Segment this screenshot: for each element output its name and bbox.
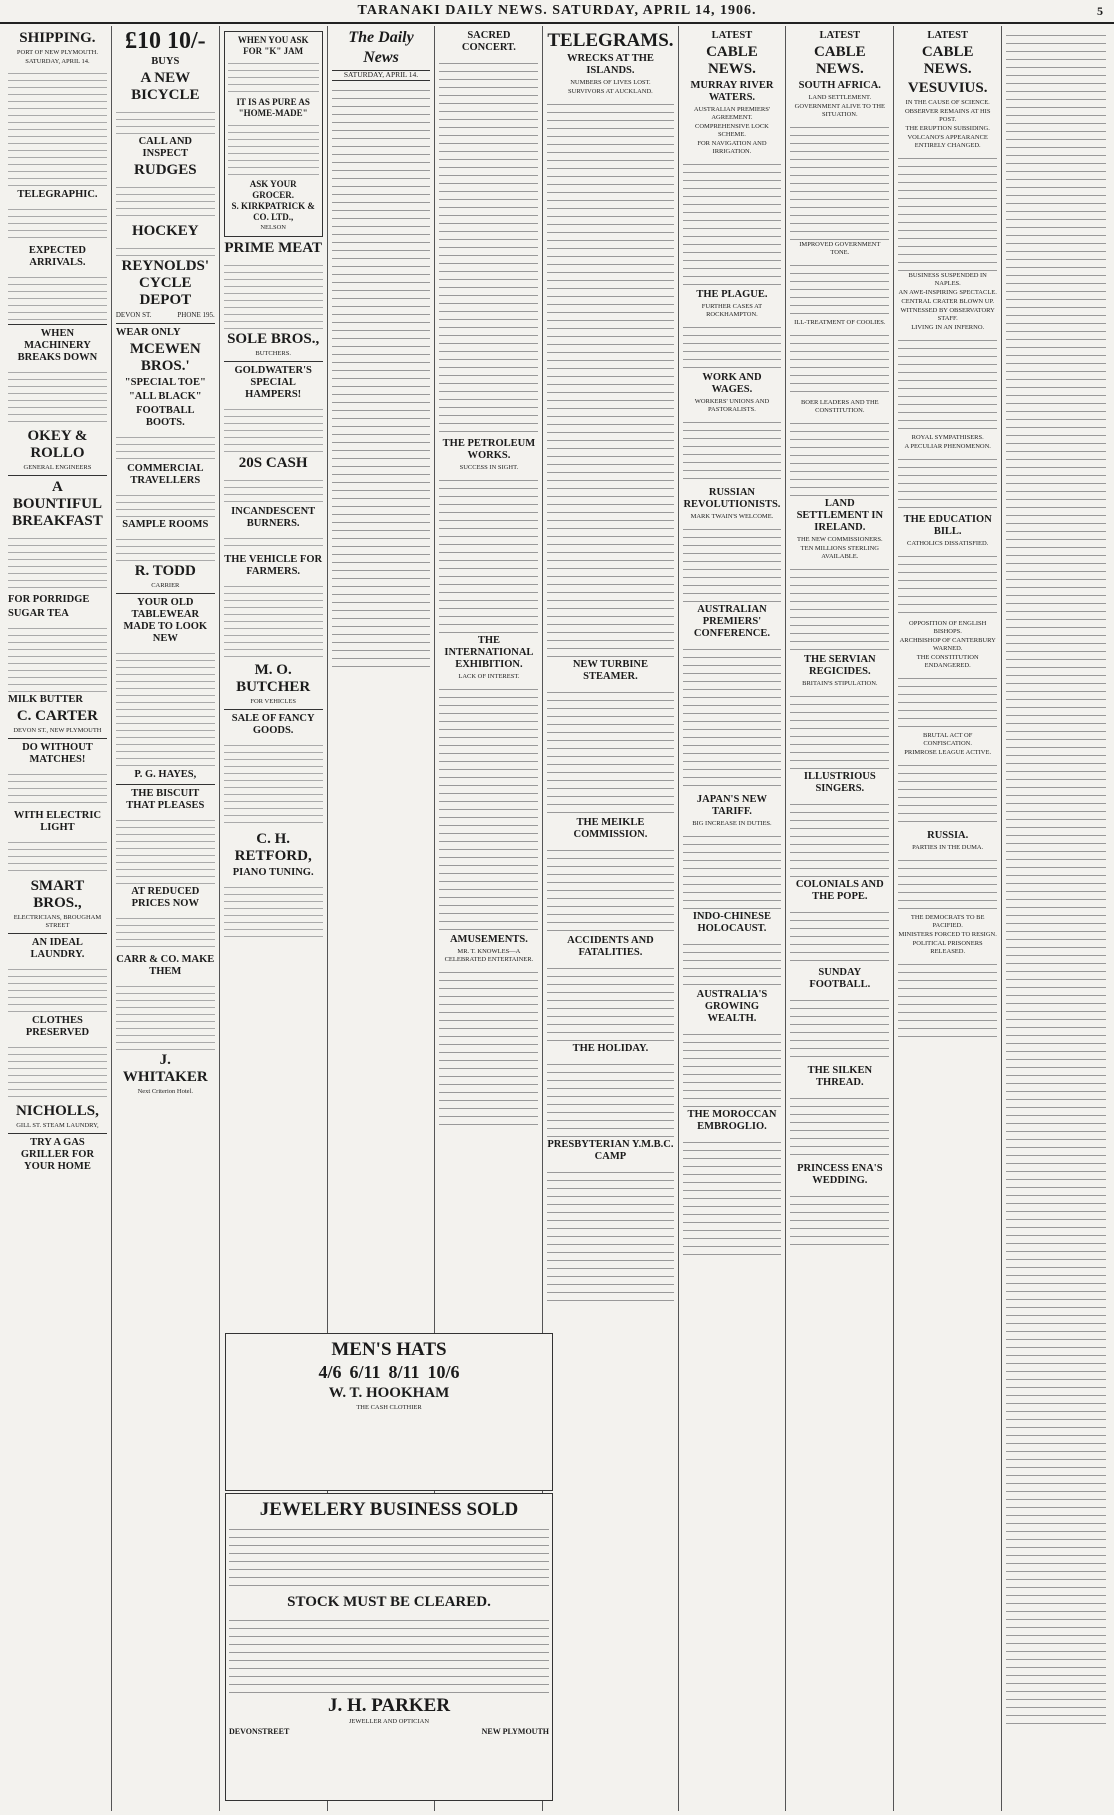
- petroleum-text: [439, 473, 538, 633]
- k-jam-text-2: [228, 119, 319, 179]
- amusements-text: [439, 965, 538, 1125]
- telegrams-heading: TELEGRAMS.: [547, 30, 674, 51]
- improved-text: [790, 258, 889, 318]
- vehicle-text: [224, 580, 323, 660]
- lock-scheme: COMPREHENSIVE LOCK SCHEME.: [695, 123, 769, 138]
- unions: WORKERS' UNIONS AND PASTORALISTS.: [694, 398, 770, 413]
- naples: BUSINESS SUSPENDED IN NAPLES.: [908, 272, 987, 287]
- improved-tone: IMPROVED GOVERNMENT TONE.: [799, 241, 881, 256]
- latest-label-3: LATEST: [927, 30, 969, 41]
- primrose-text: [898, 758, 997, 828]
- reduced-text: [116, 912, 215, 952]
- jewelery-title: JEWELERY BUSINESS SOLD: [259, 1499, 519, 1520]
- ena-wedding: PRINCESS ENA'S WEDDING.: [797, 1163, 883, 1186]
- knowles: MR. T. KNOWLES—A CELEBRATED ENTERTAINER.: [444, 948, 534, 963]
- clothes-text: [8, 1041, 107, 1101]
- petroleum-sub: SUCCESS IN SIGHT.: [459, 464, 519, 471]
- royal: ROYAL SYMPATHISERS.: [911, 434, 984, 441]
- clothes-heading: CLOTHES PRESERVED: [25, 1015, 90, 1038]
- hat-price-3: 8/11: [388, 1362, 420, 1382]
- hookham: W. T. HOOKHAM: [328, 1385, 450, 1401]
- parker-devon: DEVONSTREET: [229, 1727, 290, 1736]
- colonials-pope: COLONIALS AND THE POPE.: [795, 879, 884, 902]
- biscuit: THE BISCUIT THAT PLEASES: [126, 787, 205, 811]
- boer-leaders: BOER LEADERS AND THE CONSTITUTION.: [800, 399, 879, 414]
- page-number: 5: [1097, 3, 1104, 18]
- cash-clothier: THE CASH CLOTHIER: [356, 1404, 422, 1411]
- servian: THE SERVIAN REGICIDES.: [803, 654, 876, 677]
- port-heading: PORT OF NEW PLYMOUTH.: [16, 49, 98, 56]
- fancy-text: [224, 739, 323, 829]
- holiday: THE HOLIDAY.: [572, 1043, 649, 1054]
- machinery-heading: WHEN MACHINERY BREAKS DOWN: [17, 328, 98, 363]
- reynolds-footer: [116, 311, 215, 320]
- jewelery-text: [229, 1522, 549, 1592]
- ten-millions: TEN MILLIONS STERLING AVAILABLE.: [800, 545, 879, 560]
- hockey: HOCKEY: [131, 223, 199, 239]
- football-boots: FOOTBALL BOOTS.: [136, 404, 195, 428]
- prime-meat-text: [224, 259, 323, 329]
- amusements: AMUSEMENTS.: [449, 934, 528, 945]
- hat-price-1: 4/6: [318, 1362, 342, 1382]
- incandescent-text: [224, 532, 323, 552]
- paper-date: SATURDAY, APRIL 14.: [332, 70, 431, 81]
- editorial-text: [332, 83, 431, 673]
- changed: VOLCANO'S APPEARANCE ENTIRELY CHANGED.: [907, 134, 988, 149]
- smart-sub: ELECTRICIANS, BROUGHAM STREET: [13, 914, 102, 929]
- witnessed: WITNESSED BY OBSERVATORY STAFF.: [900, 307, 995, 322]
- prisoners: POLITICAL PRISONERS RELEASED.: [912, 940, 983, 955]
- sugar-label: SUGAR TEA: [8, 608, 69, 619]
- piano-tuning: PIANO TUNING.: [232, 867, 314, 878]
- meikle-commission: THE MEIKLE COMMISSION.: [573, 817, 648, 840]
- jewelery-ad: [225, 1493, 553, 1801]
- catholics: CATHOLICS DISSATISFIED.: [907, 540, 989, 547]
- russian-revolutionists: RUSSIAN REVOLUTIONISTS.: [683, 487, 781, 510]
- wealth: AUSTRALIA'S GROWING WEALTH.: [696, 989, 768, 1024]
- shipping-heading: SHIPPING.: [19, 30, 96, 46]
- primrose: PRIMROSE LEAGUE ACTIVE.: [904, 749, 992, 756]
- electric-heading: WITH ELECTRIC LIGHT: [13, 810, 102, 833]
- reynolds: REYNOLDS' CYCLE DEPOT: [121, 258, 210, 308]
- wear-only: WEAR ONLY: [115, 326, 181, 338]
- japan-text: [683, 829, 782, 909]
- ill-treatment: ILL-TREATMENT OF COOLIES.: [794, 319, 886, 326]
- ireland-text: [790, 562, 889, 652]
- laundry-text: [8, 963, 107, 1013]
- boots-text: [116, 431, 215, 461]
- commercial-travellers: COMMERCIAL TRAVELLERS: [127, 462, 204, 486]
- exhibition-sub: LACK OF INTEREST.: [458, 673, 520, 680]
- parker-sub: JEWELLER AND OPTICIAN: [348, 1718, 430, 1725]
- reynolds-phone: PHONE 195.: [177, 311, 215, 319]
- democrats: THE DEMOCRATS TO BE PACIFIED.: [910, 914, 985, 929]
- servian-text: [790, 689, 889, 769]
- column-6: [543, 26, 678, 1811]
- arrivals-text: [8, 271, 107, 321]
- murray-text: [683, 157, 782, 287]
- constitution-text: [898, 671, 997, 731]
- turbine-steamer: NEW TURBINE STEAMER.: [572, 659, 649, 682]
- singers: ILLUSTRIOUS SINGERS.: [803, 771, 876, 794]
- column-8: [786, 26, 894, 1811]
- phenomenon-text: [898, 452, 997, 512]
- bicycle-text: [116, 106, 215, 134]
- inferno-text: [898, 333, 997, 433]
- ill-text: [790, 328, 889, 398]
- duties: BIG INCREASE IN DUTIES.: [692, 820, 772, 827]
- south-africa: SOUTH AFRICA.: [798, 80, 881, 91]
- carter: C. CARTER: [16, 708, 98, 724]
- russian-text: [683, 522, 782, 602]
- k-jam-ad: [224, 31, 323, 237]
- subsiding: THE ERUPTION SUBSIDING.: [905, 125, 990, 132]
- mcewen: MCEWEN BROS.': [129, 340, 201, 374]
- ymbc-text: [547, 1165, 673, 1305]
- hats-title: MEN'S HATS: [331, 1339, 447, 1360]
- column-10: [1002, 26, 1110, 1811]
- buys-label: BUYS: [151, 56, 180, 67]
- whitaker-sub: Next Criterion Hotel.: [137, 1087, 193, 1095]
- cash-text: [224, 474, 323, 504]
- m-o-butcher: M. O. BUTCHER: [236, 662, 311, 695]
- parker-footer: [229, 1727, 549, 1736]
- rudges-text: [116, 181, 215, 221]
- tableware-text: [116, 647, 215, 767]
- premiers-agreement: AUSTRALIAN PREMIERS' AGREEMENT.: [693, 106, 770, 121]
- telegraphic-text: [8, 203, 107, 243]
- commissioners: THE NEW COMMISSIONERS.: [796, 536, 883, 543]
- education-text: [898, 549, 997, 619]
- reynolds-devon: DEVON ST.: [115, 311, 152, 319]
- column-2: [112, 26, 220, 1811]
- britain-stipulation: BRITAIN'S STIPULATION.: [802, 680, 878, 687]
- meikle-text: [547, 843, 673, 933]
- education-bill: THE EDUCATION BILL.: [903, 514, 992, 537]
- international-exhibition: THE INTERNATIONAL EXHIBITION.: [444, 635, 534, 670]
- moroccan: THE MOROCCAN EMBROGLIO.: [687, 1109, 777, 1132]
- ideal-laundry: AN IDEAL LAUNDRY.: [30, 937, 85, 960]
- cable-news-2: CABLE NEWS.: [813, 44, 866, 77]
- conference-text: [683, 642, 782, 792]
- ministers: MINISTERS FORCED TO RESIGN.: [898, 931, 997, 938]
- hayes: P. G. HAYES,: [134, 768, 197, 780]
- matches-text: [8, 768, 107, 808]
- carter-address: DEVON ST., NEW PLYMOUTH: [13, 727, 102, 734]
- duma-text: [898, 853, 997, 913]
- rooms-text: [116, 533, 215, 561]
- bicycle-price: £10 10/-: [124, 28, 206, 54]
- fancy-goods: SALE OF FANCY GOODS.: [231, 713, 315, 736]
- petroleum-works: THE PETROLEUM WORKS.: [442, 438, 536, 461]
- todd-sub: CARRIER: [151, 581, 180, 589]
- smart-bros: SMART BROS.,: [30, 878, 85, 911]
- concert-text: [439, 56, 538, 436]
- silken-thread: THE SILKEN THREAD.: [807, 1065, 873, 1088]
- carr: CARR & CO. MAKE THEM: [116, 953, 215, 977]
- vesuvius-text: [898, 151, 997, 271]
- colonials-text: [790, 905, 889, 965]
- nicholls-sub: GILL ST. STEAM LAUNDRY,: [16, 1122, 99, 1129]
- k-jam-heading: WHEN YOU ASK FOR "K" JAM: [237, 35, 309, 56]
- column-7: [679, 26, 787, 1811]
- canterbury: ARCHBISHOP OF CANTERBURY WARNED.: [899, 637, 996, 652]
- column-1: [4, 26, 112, 1811]
- vesuvius: VESUVIUS.: [907, 80, 988, 96]
- breakfast-text: [8, 532, 107, 592]
- gov-alive: GOVERNMENT ALIVE TO THE SITUATION.: [794, 103, 885, 118]
- ymbc-camp: PRESBYTERIAN Y.M.B.C. CAMP: [547, 1139, 674, 1162]
- parker: J. H. PARKER: [327, 1695, 451, 1716]
- hats-prices: [229, 1362, 549, 1383]
- kirkpatrick: S. KIRKPATRICK & CO. LTD.,: [231, 201, 315, 222]
- latest-label-1: LATEST: [711, 30, 753, 41]
- call-inspect: CALL AND INSPECT: [138, 136, 192, 159]
- paper-title: The Daily News: [348, 29, 414, 66]
- wrecks-heading: WRECKS AT THE ISLANDS.: [566, 53, 654, 76]
- telegraphic-heading: TELEGRAPHIC.: [17, 189, 98, 200]
- japan-tariff: JAPAN'S NEW TARIFF.: [696, 794, 767, 817]
- goldwater: GOLDWATER'S SPECIAL HAMPERS!: [234, 365, 312, 400]
- expected-arrivals-heading: EXPECTED ARRIVALS.: [28, 245, 87, 268]
- tableware: YOUR OLD TABLEWEAR MADE TO LOOK NEW: [123, 596, 208, 644]
- singers-text: [790, 797, 889, 877]
- twain: MARK TWAIN'S WELCOME.: [690, 513, 774, 520]
- accidents: ACCIDENTS AND FATALITIES.: [567, 935, 654, 958]
- columns: [4, 26, 1110, 1811]
- sample-rooms: SAMPLE ROOMS: [122, 518, 209, 530]
- okey-rollo-sub: GENERAL ENGINEERS: [23, 464, 92, 471]
- turbine-text: [547, 685, 673, 815]
- stock-cleared: STOCK MUST BE CLEARED.: [287, 1594, 491, 1610]
- lives-lost: NUMBERS OF LIVES LOST.: [570, 79, 651, 86]
- constitution: THE CONSTITUTION ENDANGERED.: [916, 654, 979, 669]
- butcher-sub: FOR VEHICLES: [250, 698, 296, 705]
- africa-text: [790, 120, 889, 240]
- matches-heading: DO WITHOUT MATCHES!: [22, 742, 93, 765]
- travellers-text: [116, 489, 215, 517]
- mens-hats-ad: [225, 1333, 553, 1491]
- work-text: [683, 415, 782, 485]
- machinery-text: [8, 366, 107, 426]
- electric-text: [8, 836, 107, 876]
- opposition: OPPOSITION OF ENGLISH BISHOPS.: [909, 620, 987, 635]
- whitaker: J. WHITAKER: [122, 1051, 208, 1085]
- butchers: BUTCHERS.: [255, 350, 291, 357]
- brutal: BRUTAL ACT OF CONFISCATION.: [923, 732, 973, 747]
- sole-bros: SOLE BROS.,: [227, 331, 320, 347]
- masthead-title: TARANAKI DAILY NEWS. SATURDAY, APRIL 14, 1906.: [357, 3, 757, 18]
- exhibition-text: [439, 682, 538, 932]
- porridge-label: FOR PORRIDGE: [8, 594, 90, 605]
- hamper-list: [224, 403, 323, 453]
- boer-text: [790, 416, 889, 496]
- hat-price-2: 6/11: [349, 1362, 381, 1382]
- gas-griller: TRY A GAS GRILLER FOR YOUR HOME: [20, 1137, 95, 1172]
- russia: RUSSIA.: [927, 830, 969, 841]
- milk-label: MILK BUTTER: [8, 694, 83, 705]
- rockhampton: FURTHER CASES AT ROCKHAMPTON.: [701, 303, 763, 318]
- premiers-conference: AUSTRALIAN PREMIERS' CONFERENCE.: [693, 604, 771, 639]
- todd: R. TODD: [134, 562, 196, 579]
- accidents-text: [547, 961, 673, 1041]
- holocaust-text: [683, 937, 782, 987]
- vehicle: THE VEHICLE FOR FARMERS.: [224, 554, 323, 577]
- holocaust: INDO-CHINESE HOLOCAUST.: [692, 911, 772, 934]
- land-settlement: LAND SETTLEMENT.: [808, 94, 872, 101]
- piano-text: [224, 881, 323, 941]
- observer: OBSERVER REMAINS AT HIS POST.: [904, 108, 991, 123]
- ireland: LAND SETTLEMENT IN IRELAND.: [796, 498, 884, 533]
- sacred-concert: SACRED CONCERT.: [461, 30, 516, 53]
- cash-price: 20S CASH: [238, 455, 308, 471]
- phenomenon: A PECULIAR PHENOMENON.: [904, 443, 991, 450]
- inferno: LIVING IN AN INFERNO.: [911, 324, 985, 331]
- prime-meat: PRIME MEAT: [224, 240, 322, 256]
- sunday-text: [790, 993, 889, 1063]
- navigation: FOR NAVIGATION AND IRRIGATION.: [697, 140, 767, 155]
- wrecks-text: [547, 97, 673, 657]
- crater: CENTRAL CRATER BLOWN UP.: [901, 298, 994, 305]
- tide-table: [8, 67, 107, 187]
- biscuit-text: [116, 814, 215, 884]
- cable-news-3: CABLE NEWS.: [921, 44, 974, 77]
- nicholls: NICHOLLS,: [15, 1103, 99, 1119]
- column-10-text: [1006, 28, 1106, 1728]
- parker-np: NEW PLYMOUTH: [481, 1727, 549, 1736]
- all-black: "ALL BLACK": [128, 390, 202, 402]
- hockey-text: [116, 242, 215, 256]
- masthead: [0, 0, 1114, 24]
- retford: C. H. RETFORD,: [234, 831, 312, 864]
- plague-text: [683, 320, 782, 370]
- grocery-text: [8, 622, 107, 692]
- reduced: AT REDUCED PRICES NOW: [131, 885, 200, 909]
- silken-text: [790, 1091, 889, 1161]
- column-9: [894, 26, 1002, 1811]
- cable-news-1: CABLE NEWS.: [706, 44, 758, 77]
- science: IN THE CAUSE OF SCIENCE.: [905, 99, 990, 106]
- ask-grocer: ASK YOUR GROCER.: [249, 179, 297, 200]
- latest-label-2: LATEST: [819, 30, 861, 41]
- work-wages: WORK AND WAGES.: [702, 372, 762, 395]
- moroccan-text: [683, 1135, 782, 1255]
- holiday-text: [547, 1057, 673, 1137]
- breakfast-heading: A BOUNTIFUL BREAKFAST: [12, 479, 103, 529]
- survivors: SURVIVORS AT AUCKLAND.: [568, 88, 653, 95]
- k-jam-pure: IT IS AS PURE AS "HOME-MADE": [236, 97, 310, 118]
- kirkpatrick-nelson: NELSON: [260, 224, 286, 231]
- prisoners-text: [898, 957, 997, 1037]
- spectacle: AN AWE-INSPIRING SPECTACLE.: [898, 289, 997, 296]
- stock-text: [229, 1613, 549, 1693]
- duma: PARTIES IN THE DUMA.: [912, 844, 984, 851]
- carr-text: [116, 980, 215, 1050]
- ena-text: [790, 1189, 889, 1249]
- incandescent: INCANDESCENT BURNERS.: [231, 506, 316, 529]
- k-jam-text: [228, 57, 319, 97]
- special-toe: "SPECIAL TOE": [124, 376, 206, 388]
- sunday-football: SUNDAY FOOTBALL.: [809, 967, 871, 990]
- plague: THE PLAGUE.: [696, 289, 768, 300]
- murray-river: MURRAY RIVER WATERS.: [690, 80, 774, 103]
- hat-price-4: 10/6: [427, 1362, 460, 1382]
- shipping-date: SATURDAY, APRIL 14.: [25, 58, 90, 65]
- wealth-text: [683, 1027, 782, 1107]
- okey-rollo: OKEY & ROLLO: [27, 428, 88, 461]
- bicycle-heading: A NEW BICYCLE: [131, 70, 200, 103]
- rudges: RUDGES: [134, 162, 197, 178]
